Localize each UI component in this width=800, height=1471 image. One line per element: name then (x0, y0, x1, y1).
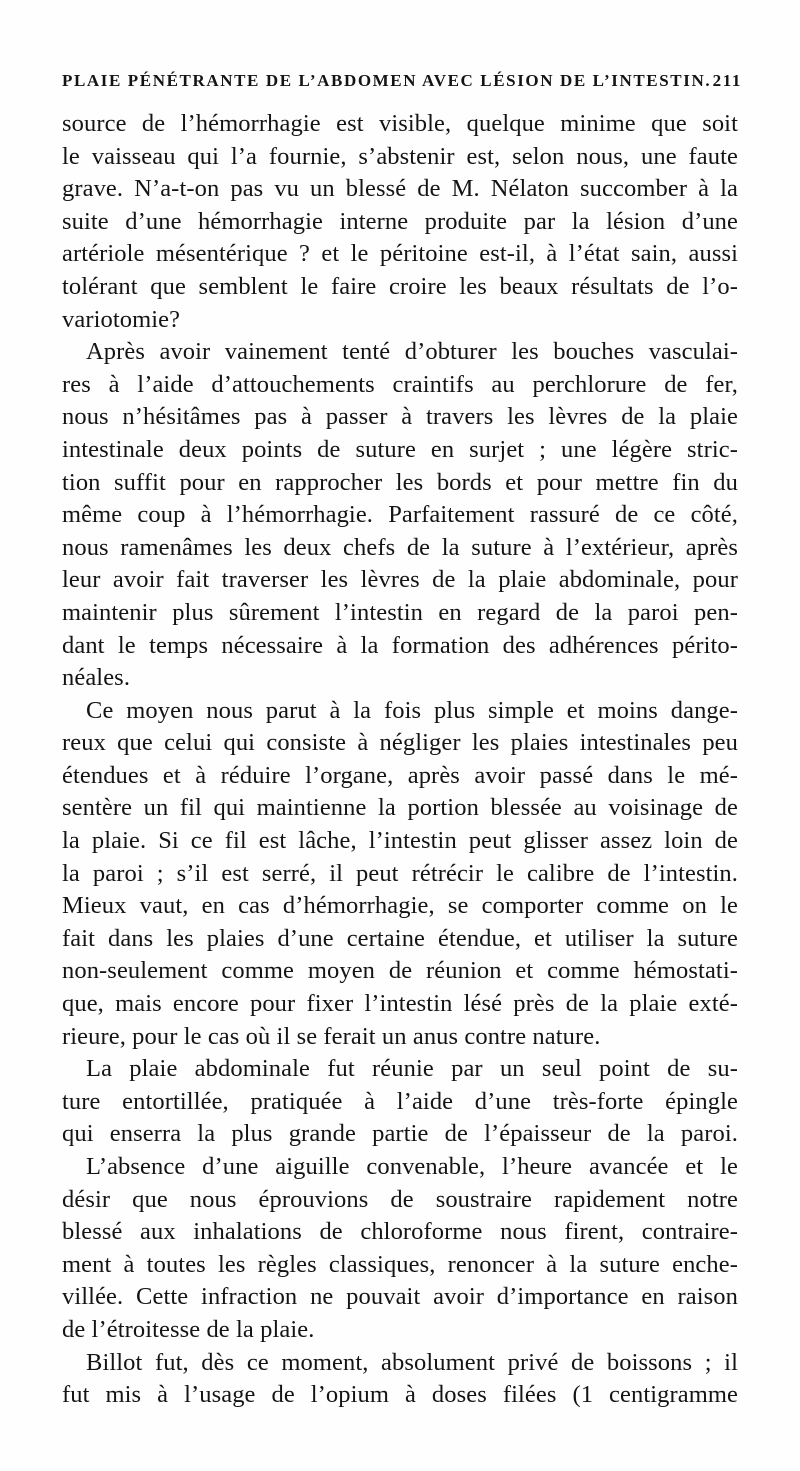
running-title: PLAIE PÉNÉTRANTE DE L’ABDOMEN AVEC LÉSION DE L’INTESTIN. (62, 71, 712, 90)
text-line: source de l’hémorrhagie est visible, quelque minime que soit (62, 110, 738, 137)
text-line: le vaisseau qui l’a fournie, s’abstenir est, selon nous, une faute (62, 142, 738, 170)
text-line: villée. Cette infraction ne pouvait avoir d’importance en raison (62, 1283, 738, 1311)
text-line: Mieux vaut, en cas d’hémorrhagie, se comporter comme on le (62, 892, 738, 920)
text-line: ture entortillée, pratiquée à l’aide d’une très-forte épingle (62, 1087, 738, 1115)
body-text (62, 108, 738, 1412)
page-header (62, 66, 742, 96)
text-line: rieure, pour le cas où il se ferait un anus contre nature. (62, 1022, 601, 1050)
text-line: Après avoir vainement tenté d’obturer les bouches vasculai- (86, 338, 738, 366)
text-line: Billot fut, dès ce moment, absolument privé de boissons ; il (86, 1348, 738, 1376)
text-line: que, mais encore pour fixer l’intestin lésé près de la plaie exté- (62, 990, 738, 1018)
text-line: même coup à l’hémorrhagie. Parfaitement rassuré de ce côté, (62, 501, 738, 529)
text-line: non-seulement comme moyen de réunion et comme hémostati- (62, 957, 738, 985)
text-line: grave. N’a-t-on pas vu un blessé de M. Nélaton succomber à la (62, 175, 738, 203)
text-line: la plaie. Si ce fil est lâche, l’intestin peut glisser assez loin de (62, 827, 738, 855)
text-line: artériole mésentérique ? et le péritoine est-il, à l’état sain, aussi (62, 240, 738, 268)
text-line: tion suffit pour en rapprocher les bords et pour mettre fin du (62, 468, 738, 496)
text-line: Ce moyen nous parut à la fois plus simple et moins dange- (86, 696, 738, 724)
text-line: reux que celui qui consiste à négliger les plaies intestinales peu (62, 729, 738, 757)
text-line: leur avoir fait traverser les lèvres de la plaie abdominale, pour (62, 566, 738, 594)
text-line: maintenir plus sûrement l’intestin en regard de la paroi pen- (62, 598, 738, 626)
text-line: désir que nous éprouvions de soustraire rapidement notre (62, 1185, 738, 1213)
text-line: La plaie abdominale fut réunie par un seul point de su- (86, 1055, 738, 1083)
text-line: dant le temps nécessaire à la formation des adhérences périto- (62, 631, 738, 659)
text-line: étendues et à réduire l’organe, après avoir passé dans le mé- (62, 761, 738, 789)
text-line: suite d’une hémorrhagie interne produite par la lésion d’une (62, 207, 738, 235)
text-line: nous n’hésitâmes pas à passer à travers les lèvres de la plaie (62, 403, 738, 431)
text-line: res à l’aide d’attouchements craintifs au perchlorure de fer, (62, 370, 738, 398)
text-line: intestinale deux points de suture en surjet ; une légère stric- (62, 435, 738, 463)
text-line: ment à toutes les règles classiques, renoncer à la suture enche- (62, 1250, 738, 1278)
text-line: fut mis à l’usage de l’opium à doses filées (1 centigramme (62, 1381, 738, 1409)
page-number: 211 (712, 71, 742, 90)
text-line: de l’étroitesse de la plaie. (62, 1315, 315, 1343)
text-line: variotomie? (62, 305, 181, 333)
text-line: qui enserra la plus grande partie de l’épaisseur de la paroi. (62, 1120, 738, 1148)
text-line: fait dans les plaies d’une certaine étendue, et utiliser la suture (62, 924, 738, 952)
text-line: la paroi ; s’il est serré, il peut rétrécir le calibre de l’intestin. (62, 859, 738, 887)
text-line: blessé aux inhalations de chloroforme nous firent, contraire- (62, 1218, 738, 1246)
text-line: néales. (62, 664, 131, 692)
text-line: L’absence d’une aiguille convenable, l’heure avancée et le (86, 1153, 738, 1180)
text-line: sentère un fil qui maintienne la portion blessée au voisinage de (62, 794, 738, 822)
text-line: tolérant que semblent le faire croire les beaux résultats de l’o- (62, 272, 738, 300)
text-line: nous ramenâmes les deux chefs de la suture à l’extérieur, après (62, 533, 738, 561)
